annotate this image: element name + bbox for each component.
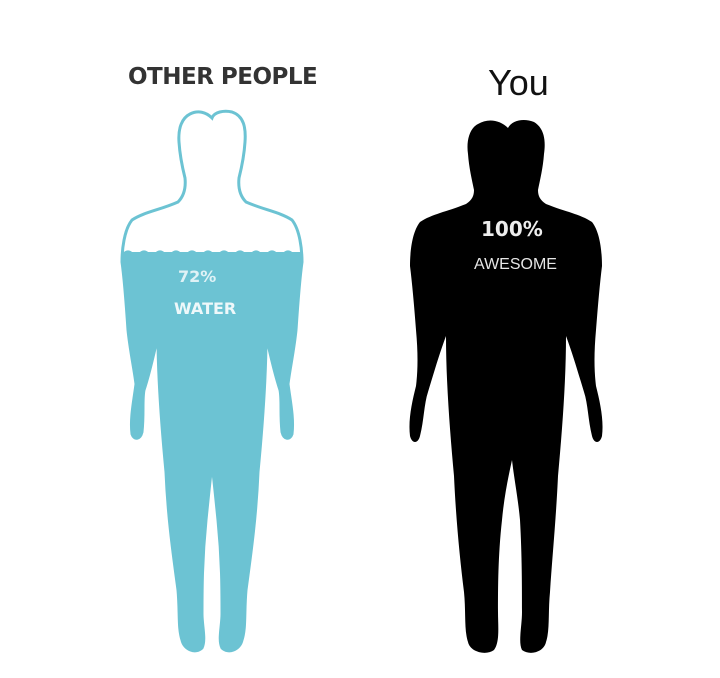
other-people-title: OTHER PEOPLE — [128, 64, 318, 90]
awesome-label-text: AWESOME — [474, 256, 557, 273]
you-title: You — [488, 62, 549, 103]
awesome-percent-text: 100% — [481, 217, 543, 241]
water-percent-text: 72% — [178, 267, 217, 286]
water-label-text: WATER — [174, 299, 237, 318]
you-black-body — [409, 120, 602, 653]
other-people-silhouette — [122, 111, 302, 651]
you-silhouette — [409, 120, 602, 653]
